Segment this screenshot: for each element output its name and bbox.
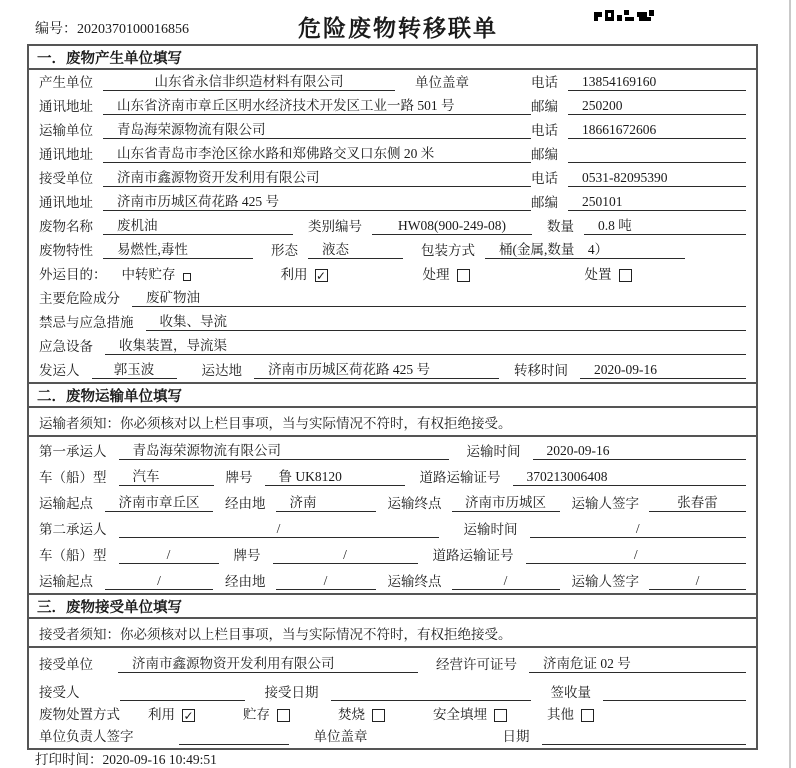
receiver-notice-text: 接受者须知：你必须核对以上栏目事项，当与实际情况不符时，有权拒绝接受。 (39, 626, 512, 642)
checkbox-treat (457, 269, 470, 282)
vehicle-type-label-1: 车（船）型 (39, 470, 107, 485)
waste-category: HW08(900-249-08) (372, 218, 532, 235)
vehicle-type-2: / (119, 547, 219, 564)
producer-phone-label: 电话 (531, 75, 558, 90)
carrier-sign-2: / (649, 573, 746, 590)
equipment-value: 收集装置，导流渠 (105, 334, 746, 355)
section1-title: 一．废物产生单位填写 (37, 50, 182, 67)
disposal-option-utilize: 利用 (148, 707, 175, 722)
row-producer-address (29, 94, 756, 118)
document-header (0, 10, 796, 44)
via-label-1: 经由地 (225, 496, 266, 511)
road-permit-2: / (526, 547, 747, 564)
waste-form-label: 形态 (271, 243, 298, 258)
carrier-sign-label-2: 运输人签字 (571, 574, 639, 589)
destination-value: 济南市历城区荷花路 425 号 (254, 358, 499, 379)
transfer-time: 2020-09-16 (580, 362, 746, 379)
checkbox-dispose (619, 269, 632, 282)
measures-value: 收集、导流 (146, 310, 747, 331)
carrier-sign-1: 张春雷 (649, 491, 746, 512)
hazard-value: 废矿物油 (132, 286, 746, 307)
row-route-1 (29, 489, 756, 515)
row-second-carrier (29, 515, 756, 541)
waste-traits: 易燃性,毒性 (103, 238, 253, 259)
responsible-sign-label: 单位负责人签字 (39, 729, 134, 744)
row-waste-traits (29, 238, 756, 262)
waste-qty-label: 数量 (547, 219, 574, 234)
row-carrier-unit (29, 118, 756, 142)
section3-header (29, 595, 756, 619)
vehicle-type-label-2: 车（船）型 (39, 548, 107, 563)
license-label: 经营许可证号 (436, 657, 517, 672)
responsible-sign (179, 728, 289, 745)
row-responsible-sign (29, 726, 756, 748)
producer-address-label: 通讯地址 (39, 99, 93, 114)
plate-2: / (273, 547, 418, 564)
purpose-option-treat: 处理 (422, 267, 450, 282)
end-label-1: 运输终点 (387, 496, 442, 511)
purpose-label: 外运目的： (39, 267, 107, 282)
producer-name: 山东省永信非织造材料有限公司 (103, 70, 395, 91)
disposal-option-incinerate: 焚烧 (338, 707, 365, 722)
carrier-phone: 18661672606 (568, 122, 746, 139)
row-vehicle-1 (29, 463, 756, 489)
page-right-edge (789, 0, 791, 768)
section3-title: 三．废物接受单位填写 (37, 599, 182, 616)
carrier-sign-label-1: 运输人签字 (571, 496, 639, 511)
row-receiver-address (29, 190, 756, 214)
carrier-unit-name: 青岛海荣源物流有限公司 (103, 118, 531, 139)
sign-date (542, 728, 747, 745)
waste-name-label: 废物名称 (39, 219, 93, 234)
row-producer (29, 70, 756, 94)
section2-header (29, 384, 756, 408)
via-1: 济南 (276, 491, 376, 512)
receiver-notice (29, 619, 756, 648)
carrier-zip-label: 邮编 (531, 147, 558, 162)
section1-header (29, 46, 756, 70)
transport-time: 2020-09-16 (533, 443, 747, 460)
producer-seal-label: 单位盖章 (415, 75, 469, 90)
waste-traits-label: 废物特性 (39, 243, 93, 258)
checkbox-utilize: ✓ (315, 269, 327, 283)
waste-pack: 桶(金属,数量 4） (485, 238, 685, 259)
receiver-zip: 250101 (568, 194, 746, 211)
end-2: / (452, 573, 560, 590)
producer-zip-label: 邮编 (531, 99, 558, 114)
transfer-time-label: 转移时间 (514, 363, 568, 378)
receiver-zip-label: 邮编 (531, 195, 558, 210)
end-1: 济南市历城区 (452, 491, 560, 512)
end-label-2: 运输终点 (387, 574, 442, 589)
disposal-option-store: 贮存 (243, 707, 270, 722)
producer-phone: 13854169160 (568, 74, 746, 91)
carrier-zip (568, 146, 746, 163)
road-permit-label-2: 道路运输证号 (432, 548, 514, 563)
transporter-notice (29, 408, 756, 437)
receiver-address: 济南市历城区荷花路 425 号 (103, 190, 531, 211)
qr-code-icon (594, 0, 656, 26)
row-emergency-equipment (29, 334, 756, 358)
checkbox-disposal-incinerate (372, 709, 385, 722)
license-value: 济南危证 02 号 (529, 652, 746, 673)
waste-pack-label: 包装方式 (421, 243, 475, 258)
accept-unit-label: 接受单位 (39, 657, 93, 672)
row-waste-name (29, 214, 756, 238)
second-carrier-name: / (119, 521, 439, 538)
purpose-option-transfer-storage: 中转贮存 (121, 267, 176, 282)
via-2: / (276, 573, 376, 590)
purpose-option-dispose: 处置 (584, 267, 612, 282)
checkbox-disposal-store (277, 709, 290, 722)
receiver-unit-name: 济南市鑫源物资开发利用有限公司 (103, 166, 531, 187)
second-carrier-label: 第二承运人 (39, 522, 107, 537)
sign-date-label: 日期 (502, 729, 530, 744)
document-number-value: 2020370100016856 (77, 22, 189, 37)
transporter-notice-text: 运输者须知：你必须核对以上栏目事项，当与实际情况不符时，有权拒绝接受。 (39, 415, 512, 431)
checkbox-disposal-other (581, 709, 594, 722)
section-receiver (29, 593, 756, 748)
destination-label: 运达地 (201, 363, 242, 378)
waste-name: 废机油 (103, 214, 293, 235)
receiver-address-label: 通讯地址 (39, 195, 93, 210)
receiver-unit-label: 接受单位 (39, 171, 93, 186)
row-transport-purpose (29, 262, 756, 286)
checkbox-disposal-landfill (494, 709, 507, 722)
carrier-address: 山东省青岛市李沧区徐水路和郑佛路交叉口东侧 20 米 (103, 142, 531, 163)
origin-label-1: 运输起点 (39, 496, 93, 511)
row-vehicle-2 (29, 541, 756, 567)
producer-address: 山东省济南市章丘区明水经济技术开发区工业一路 501 号 (103, 94, 531, 115)
road-permit-1: 370213006408 (513, 469, 747, 486)
plate-label-1: 牌号 (225, 470, 253, 485)
equipment-label: 应急设备 (39, 339, 93, 354)
row-route-2 (29, 567, 756, 593)
row-accept-person (29, 676, 756, 704)
producer-label: 产生单位 (39, 75, 93, 90)
carrier-address-label: 通讯地址 (39, 147, 93, 162)
checkbox-disposal-utilize: ✓ (183, 709, 194, 723)
section-transporter (29, 382, 756, 593)
row-receiver-unit (29, 166, 756, 190)
transport-time-label: 运输时间 (466, 444, 521, 459)
transport-time-label-2: 运输时间 (463, 522, 518, 537)
road-permit-label-1: 道路运输证号 (419, 470, 501, 485)
waste-category-label: 类别编号 (308, 219, 362, 234)
accept-person-label: 接受人 (39, 685, 80, 700)
accept-date-label: 接受日期 (264, 685, 319, 700)
shipper-label: 发运人 (39, 363, 80, 378)
origin-label-2: 运输起点 (39, 574, 93, 589)
waste-qty: 0.8 吨 (584, 214, 746, 235)
plate-label-2: 牌号 (233, 548, 261, 563)
title-text: 危险废物转移联单 (298, 16, 498, 41)
hazard-label: 主要危险成分 (39, 291, 120, 306)
carrier-unit-label: 运输单位 (39, 123, 93, 138)
first-carrier-label: 第一承运人 (39, 444, 107, 459)
row-disposal-method (29, 704, 756, 726)
print-time-label: 打印时间： (35, 752, 103, 767)
vehicle-type-1: 汽车 (119, 465, 214, 486)
shipper-name: 郭玉波 (92, 358, 177, 379)
checkbox-transfer-storage (183, 273, 191, 281)
print-time-value: 2020-09-16 10:49:51 (102, 752, 217, 767)
manifest-form (27, 44, 758, 750)
row-carrier-address (29, 142, 756, 166)
origin-1: 济南市章丘区 (105, 491, 213, 512)
producer-zip: 250200 (568, 98, 746, 115)
disposal-option-other: 其他 (547, 707, 574, 722)
origin-2: / (105, 573, 213, 590)
unit-seal-label: 单位盖章 (313, 729, 368, 744)
signed-qty (603, 684, 746, 701)
section-producer (29, 46, 756, 382)
waste-form: 液态 (308, 238, 403, 259)
print-time (35, 748, 217, 768)
carrier-phone-label: 电话 (531, 123, 558, 138)
accept-person (120, 684, 245, 701)
receiver-phone: 0531-82095390 (568, 170, 746, 187)
signed-qty-label: 签收量 (550, 685, 591, 700)
receiver-phone-label: 电话 (531, 171, 558, 186)
document-number-label: 编号： (35, 22, 77, 37)
document-number (35, 18, 189, 38)
row-accept-unit (29, 648, 756, 676)
plate-1: 鲁 UK8120 (265, 465, 405, 486)
disposal-option-landfill: 安全填埋 (433, 707, 487, 722)
row-hazard-component (29, 286, 756, 310)
row-first-carrier (29, 437, 756, 463)
disposal-label: 废物处置方式 (39, 707, 120, 722)
section2-title: 二．废物运输单位填写 (37, 388, 182, 405)
accept-date (331, 684, 531, 701)
purpose-option-utilize: 利用 (280, 267, 308, 282)
row-emergency-measures (29, 310, 756, 334)
row-shipper (29, 358, 756, 382)
accept-unit-name: 济南市鑫源物资开发利用有限公司 (118, 652, 418, 673)
transport-time-2: / (530, 521, 747, 538)
measures-label: 禁忌与应急措施 (39, 315, 134, 330)
first-carrier-name: 青岛海荣源物流有限公司 (119, 439, 449, 460)
via-label-2: 经由地 (225, 574, 266, 589)
